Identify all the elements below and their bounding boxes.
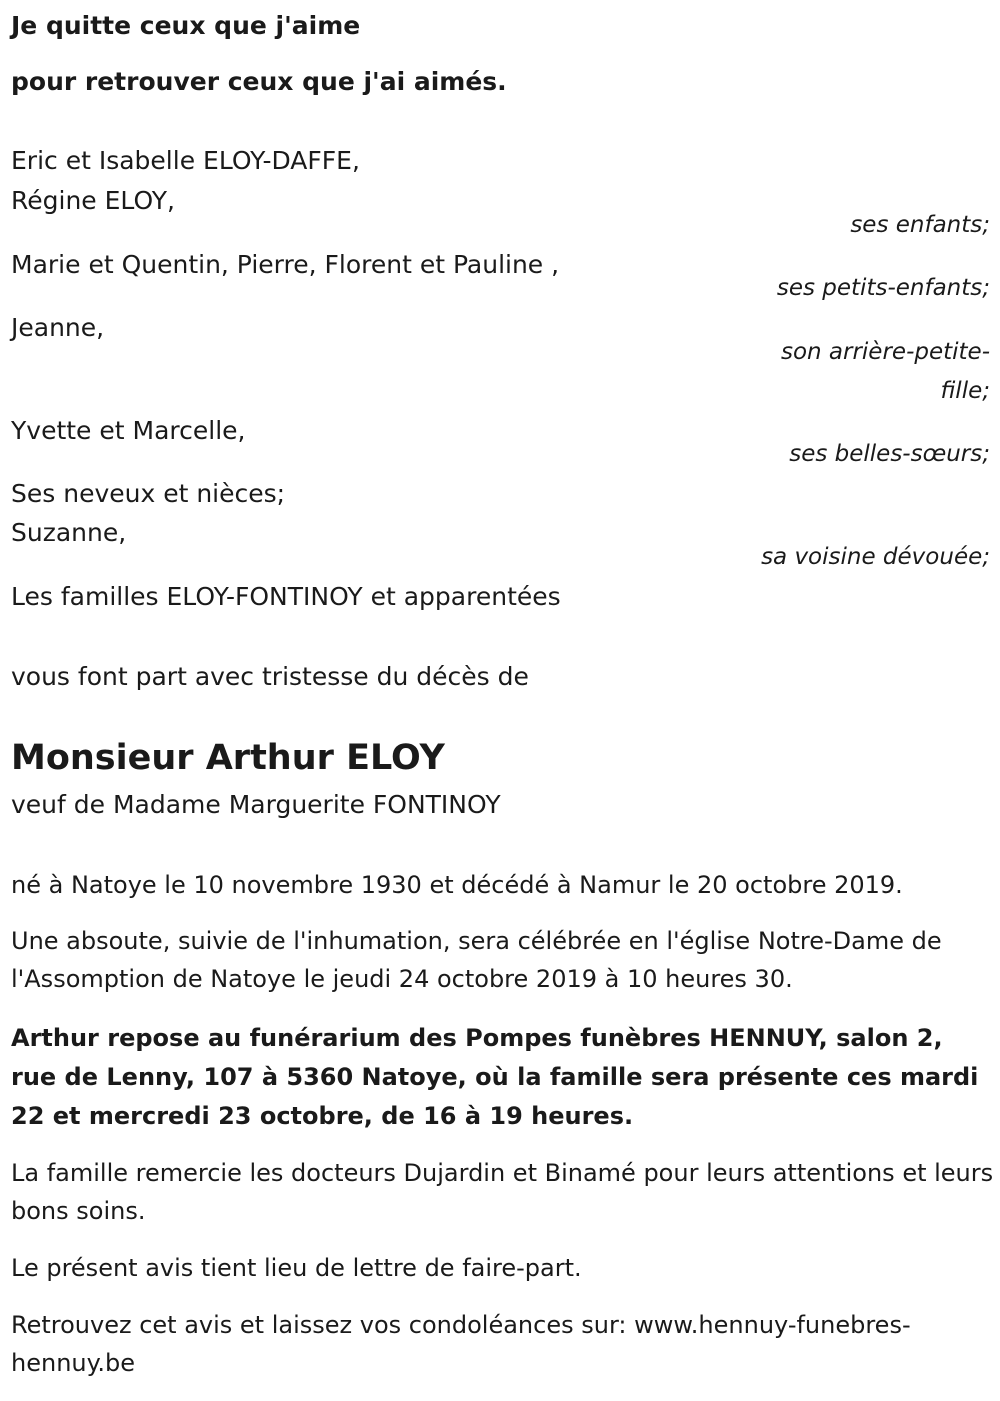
family-children-1: Eric et Isabelle ELOY-DAFFE, (11, 146, 360, 175)
family-great-grandchild: Jeanne, (11, 313, 105, 342)
thanks-paragraph: La famille remercie les docteurs Dujardin et Binamé pour leurs attentions et leurs bons soins. (11, 1159, 994, 1225)
role-grandchildren: ses petits-enfants; (776, 275, 990, 301)
role-neighbor: sa voisine dévouée; (761, 544, 990, 570)
notice-paragraph: Le présent avis tient lieu de lettre de faire-part. (11, 1254, 582, 1282)
role-sisters-in-law: ses belles-sœurs; (789, 441, 990, 467)
family-relatives: Les familles ELOY-FONTINOY et apparentées (11, 582, 561, 611)
ceremony-paragraph: Une absoute, suivie de l'inhumation, sera célébrée en l'église Notre-Dame de l'Assomption de Natoye le jeudi 24 octobre 2019 à 10 heures 30. (11, 927, 942, 993)
family-neighbor: Suzanne, (11, 518, 127, 547)
role-great-grandchild-2: fille; (940, 378, 990, 404)
family-children-2: Régine ELOY, (11, 186, 175, 215)
announcement: vous font part avec tristesse du décès de (11, 662, 529, 691)
quote-line-2: pour retrouver ceux que j'ai aimés. (11, 67, 507, 96)
quote-line-1: Je quitte ceux que j'aime (11, 11, 361, 40)
role-children: ses enfants; (850, 212, 990, 238)
condolences-paragraph: Retrouvez cet avis et laissez vos condoléances sur: www.hennuy-funebres-hennuy.be (11, 1311, 911, 1377)
widower-of: veuf de Madame Marguerite FONTINOY (11, 790, 501, 819)
role-great-grandchild-1: son arrière-petite- (780, 339, 990, 365)
family-nephews: Ses neveux et nièces; (11, 479, 286, 508)
deceased-name: Monsieur Arthur ELOY (11, 738, 445, 778)
funerarium-paragraph: Arthur repose au funérarium des Pompes funèbres HENNUY, salon 2, rue de Lenny, 107 à 5360 Natoye, où la famille sera présente ces mardi 22 et mercredi 23 octobre, de 16 à 19 heures. (11, 1024, 979, 1130)
family-grandchildren: Marie et Quentin, Pierre, Florent et Pauline , (11, 250, 560, 279)
birth-death-paragraph: né à Natoye le 10 novembre 1930 et décédé à Namur le 20 octobre 2019. (11, 871, 903, 899)
family-sisters-in-law: Yvette et Marcelle, (11, 416, 246, 445)
